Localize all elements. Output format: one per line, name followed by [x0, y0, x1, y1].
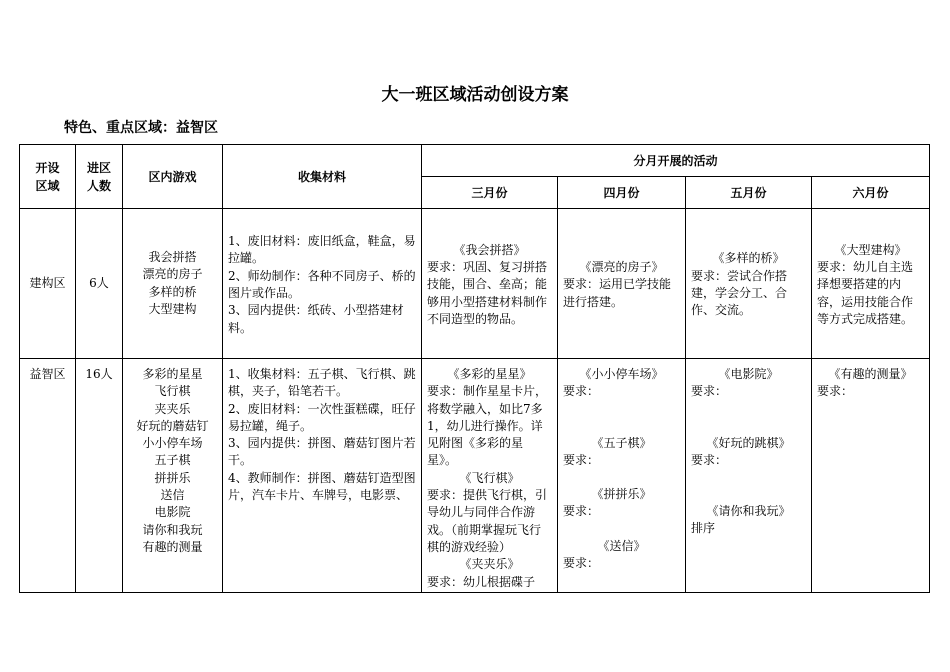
table-row: [20, 209, 930, 359]
activity-name: 《小小停车场》: [579, 367, 664, 381]
game-item: 小小停车场: [142, 436, 203, 451]
activity-name: 《夹夹乐》: [459, 557, 520, 572]
activity-plan-table: [19, 144, 930, 593]
material-item: 2、废旧材料：一次性蛋糕碟，旺仔易拉罐，绳子。: [228, 401, 416, 433]
game-item: 夹夹乐: [154, 401, 191, 416]
material-item: 3、园内提供：纸砖、小型搭建材料。: [228, 303, 404, 335]
may-cell: [686, 359, 812, 593]
activity-requirement: 要求：提供飞行棋，引导幼儿与同伴合作游戏。（前期掌握玩飞行棋的游戏经验）: [427, 488, 548, 554]
game-item: 多彩的星星: [142, 367, 203, 381]
header-march: 三月份: [422, 177, 558, 209]
activity-name: 《拼拼乐》: [591, 487, 652, 502]
activity-requirement: 要求：幼儿自主选择想要搭建的内容，运用技能合作等方式完成搭建。: [817, 260, 914, 326]
march-cell: [422, 209, 558, 359]
header-monthly: 分月开展的活动: [422, 145, 930, 177]
material-item: 3、园内提供：拼图、蘑菇钉图片若干。: [228, 436, 416, 468]
activity-requirement: 要求：: [691, 384, 728, 399]
game-item: 漂亮的房子: [142, 267, 203, 282]
page-subtitle: 特色、重点区域：益智区: [64, 120, 218, 136]
activity-name: 《请你和我玩》: [706, 504, 791, 519]
material-item: 2、师幼制作：各种不同房子、桥的图片或作品。: [228, 268, 416, 300]
header-may: 五月份: [686, 177, 812, 209]
may-cell: [686, 209, 812, 359]
activity-name: 《五子棋》: [591, 435, 652, 450]
activity-requirement: 要求：巩固、复习拼搭技能，围合、垒高；能够用小型搭建材料制作不同造型的物品。: [427, 260, 548, 326]
game-item: 大型建构: [148, 301, 197, 316]
activity-requirement: 要求：幼儿根据碟子: [427, 574, 536, 589]
activity-requirement: 要求：: [817, 384, 854, 399]
materials-cell: [223, 359, 422, 593]
activity-requirement: 要求：: [563, 556, 600, 571]
march-cell: [422, 359, 558, 593]
april-cell: [558, 209, 686, 359]
activity-name: 《有趣的测量》: [828, 367, 913, 381]
header-june: 六月份: [812, 177, 930, 209]
activity-name: 《电影院》: [718, 367, 779, 381]
material-item: 1、废旧材料：废旧纸盒，鞋盒，易拉罐。: [228, 234, 416, 266]
material-item: 1、收集材料：五子棋、飞行棋、跳棋，夹子，铅笔若干。: [228, 367, 416, 399]
game-item: 有趣的测量: [142, 539, 203, 554]
activity-name: 《多彩的星星》: [447, 367, 532, 381]
june-cell: [812, 209, 930, 359]
header-games: 区内游戏: [123, 145, 223, 209]
material-item: 4、教师制作：拼图、蘑菇钉造型图片，汽车卡片、车牌号，电影票、: [228, 470, 416, 503]
activity-requirement: 要求：制作星星卡片，将数学融入，如比7多1，幼儿进行操作。详见附图《多彩的星星》。: [427, 384, 548, 468]
activity-name: 《好玩的跳棋》: [706, 435, 791, 450]
activity-name: 《送信》: [597, 538, 646, 553]
header-april: 四月份: [558, 177, 686, 209]
june-cell: [812, 359, 930, 593]
activity-requirement: 要求：: [691, 452, 728, 467]
game-item: 多样的桥: [148, 284, 197, 299]
april-cell: [558, 359, 686, 593]
activity-requirement: 要求：: [563, 452, 600, 467]
game-item: 我会拼搭: [148, 249, 197, 264]
activity-name: 《我会拼搭》: [453, 242, 526, 257]
materials-cell: [223, 209, 422, 359]
area-cell: 建构区: [20, 209, 76, 359]
activity-requirement: 排序: [691, 521, 716, 536]
area-cell: 益智区: [20, 359, 76, 593]
game-item: 拼拼乐: [154, 470, 191, 485]
games-cell: [123, 359, 223, 593]
activity-name: 《大型建构》: [834, 242, 907, 257]
activity-requirement: 要求：运用已学技能进行搭建。: [563, 277, 672, 309]
game-item: 请你和我玩: [142, 522, 203, 537]
activity-requirement: 要求：: [563, 384, 600, 399]
activity-requirement: 要求：尝试合作搭建，学会分工、合作、交流。: [691, 268, 788, 318]
header-count: 进区人数: [76, 145, 123, 209]
header-materials: 收集材料: [223, 145, 422, 209]
count-cell: 16人: [76, 359, 123, 593]
activity-requirement: 要求：: [563, 504, 600, 519]
header-area: 开设区域: [20, 145, 76, 209]
game-item: 送信: [160, 488, 185, 503]
page-title: 大一班区域活动创设方案: [381, 85, 569, 105]
activity-name: 《漂亮的房子》: [579, 260, 664, 275]
games-cell: [123, 209, 223, 359]
game-item: 电影院: [154, 505, 191, 520]
game-item: 五子棋: [154, 453, 191, 468]
game-item: 飞行棋: [154, 384, 191, 399]
game-item: 好玩的蘑菇钉: [136, 418, 209, 433]
activity-name: 《飞行棋》: [459, 470, 520, 485]
activity-name: 《多样的桥》: [712, 251, 785, 266]
count-cell: 6人: [76, 209, 123, 359]
table-row: [20, 359, 930, 593]
